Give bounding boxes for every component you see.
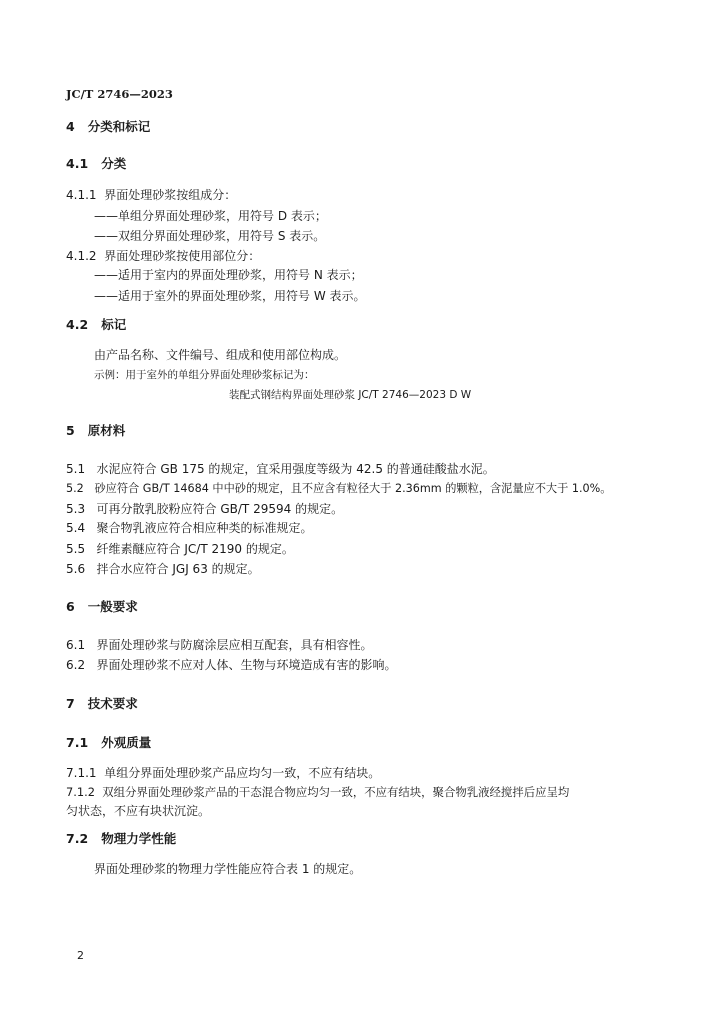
clause-number: 5.2 — [66, 482, 84, 495]
clause-number: 5.1 — [66, 462, 86, 476]
section-number: 4 — [66, 119, 75, 134]
example-mark: 装配式钢结构界面处理砂浆 JC/T 2746—2023 D W — [229, 389, 472, 401]
clause-4-1-2 — [66, 249, 260, 263]
section-number: 7 — [66, 696, 75, 711]
clause-5-4 — [66, 521, 313, 535]
clause-5-1 — [66, 462, 495, 476]
section-number: 7.1 — [66, 735, 89, 750]
clause-text: 水泥应符合 GB 175 的规定，宜采用强度等级为 42.5 的普通硅酸盐水泥。 — [96, 462, 495, 476]
clause-7-1-2-continued: 匀状态，不应有块状沉淀。 — [66, 804, 211, 818]
page-number: 2 — [77, 949, 84, 962]
standard-header: JC/T 2746—2023 — [66, 87, 173, 101]
section-7-heading — [66, 697, 138, 711]
list-item: ——双组分界面处理砂浆，用符号 S 表示。 — [94, 229, 326, 243]
clause-6-1 — [66, 638, 373, 652]
section-number: 5 — [66, 423, 75, 438]
section-number: 4.1 — [66, 156, 89, 171]
section-6-heading — [66, 600, 138, 614]
section-4-1-heading — [66, 157, 126, 171]
section-7-1-heading — [66, 736, 151, 750]
clause-number: 7.1.1 — [66, 766, 97, 780]
section-4-2-heading — [66, 318, 126, 332]
list-item: ——适用于室外的界面处理砂浆，用符号 W 表示。 — [94, 289, 366, 303]
clause-text: 纤维素醚应符合 JC/T 2190 的规定。 — [96, 542, 294, 556]
clause-number: 7.1.2 — [66, 785, 95, 799]
section-title: 外观质量 — [101, 735, 152, 750]
clause-4-1-1 — [66, 188, 236, 202]
clause-5-6 — [66, 562, 260, 576]
section-7-2-heading — [66, 832, 176, 846]
clause-text: 界面处理砂浆与防腐涂层应相互配套，具有相容性。 — [96, 638, 373, 652]
clause-number: 5.4 — [66, 521, 86, 535]
clause-text: 界面处理砂浆按组成分： — [104, 188, 237, 202]
paragraph: 由产品名称、文件编号、组成和使用部位构成。 — [94, 348, 347, 362]
clause-text: 双组分界面处理砂浆产品的干态混合物应均匀一致，不应有结块，聚合物乳液经搅拌后应呈均 — [102, 785, 570, 799]
section-5-heading — [66, 424, 125, 438]
section-title: 原材料 — [87, 423, 126, 438]
clause-number: 5.3 — [66, 502, 86, 516]
section-title: 一般要求 — [87, 599, 138, 614]
clause-text: 拌合水应符合 JGJ 63 的规定。 — [96, 562, 260, 576]
clause-5-3 — [66, 502, 343, 516]
clause-6-2 — [66, 658, 397, 672]
clause-number: 5.6 — [66, 562, 86, 576]
section-title: 分类 — [101, 156, 127, 171]
clause-5-5 — [66, 542, 294, 556]
clause-number: 4.1.2 — [66, 249, 97, 263]
list-item: ——单组分界面处理砂浆，用符号 D 表示； — [94, 209, 327, 223]
clause-text: 界面处理砂浆按使用部位分： — [104, 249, 261, 263]
list-item: ——适用于室内的界面处理砂浆，用符号 N 表示； — [94, 268, 363, 282]
section-number: 7.2 — [66, 831, 89, 846]
paragraph: 界面处理砂浆的物理力学性能应符合表 1 的规定。 — [94, 862, 362, 876]
clause-5-2 — [66, 482, 611, 496]
section-title: 物理力学性能 — [101, 831, 177, 846]
section-title: 标记 — [101, 317, 127, 332]
clause-number: 5.5 — [66, 542, 86, 556]
section-4-heading — [66, 120, 150, 134]
clause-7-1-1 — [66, 766, 380, 780]
clause-text: 界面处理砂浆不应对人体、生物与环境造成有害的影响。 — [96, 658, 397, 672]
section-number: 4.2 — [66, 317, 89, 332]
clause-number: 6.2 — [66, 658, 86, 672]
clause-7-1-2 — [66, 785, 569, 799]
clause-number: 6.1 — [66, 638, 86, 652]
section-number: 6 — [66, 599, 75, 614]
clause-text: 单组分界面处理砂浆产品应均匀一致，不应有结块。 — [104, 766, 381, 780]
example-label: 示例：用于室外的单组分界面处理砂浆标记为： — [94, 369, 315, 381]
clause-text: 砂应符合 GB/T 14684 中中砂的规定，且不应含有粒径大于 2.36mm 的颗粒，含泥量应不大于 1.0%。 — [94, 482, 612, 495]
section-title: 技术要求 — [87, 696, 138, 711]
section-title: 分类和标记 — [87, 119, 151, 134]
clause-number: 4.1.1 — [66, 188, 97, 202]
clause-text: 聚合物乳液应符合相应种类的标准规定。 — [96, 521, 313, 535]
clause-text: 可再分散乳胶粉应符合 GB/T 29594 的规定。 — [96, 502, 344, 516]
